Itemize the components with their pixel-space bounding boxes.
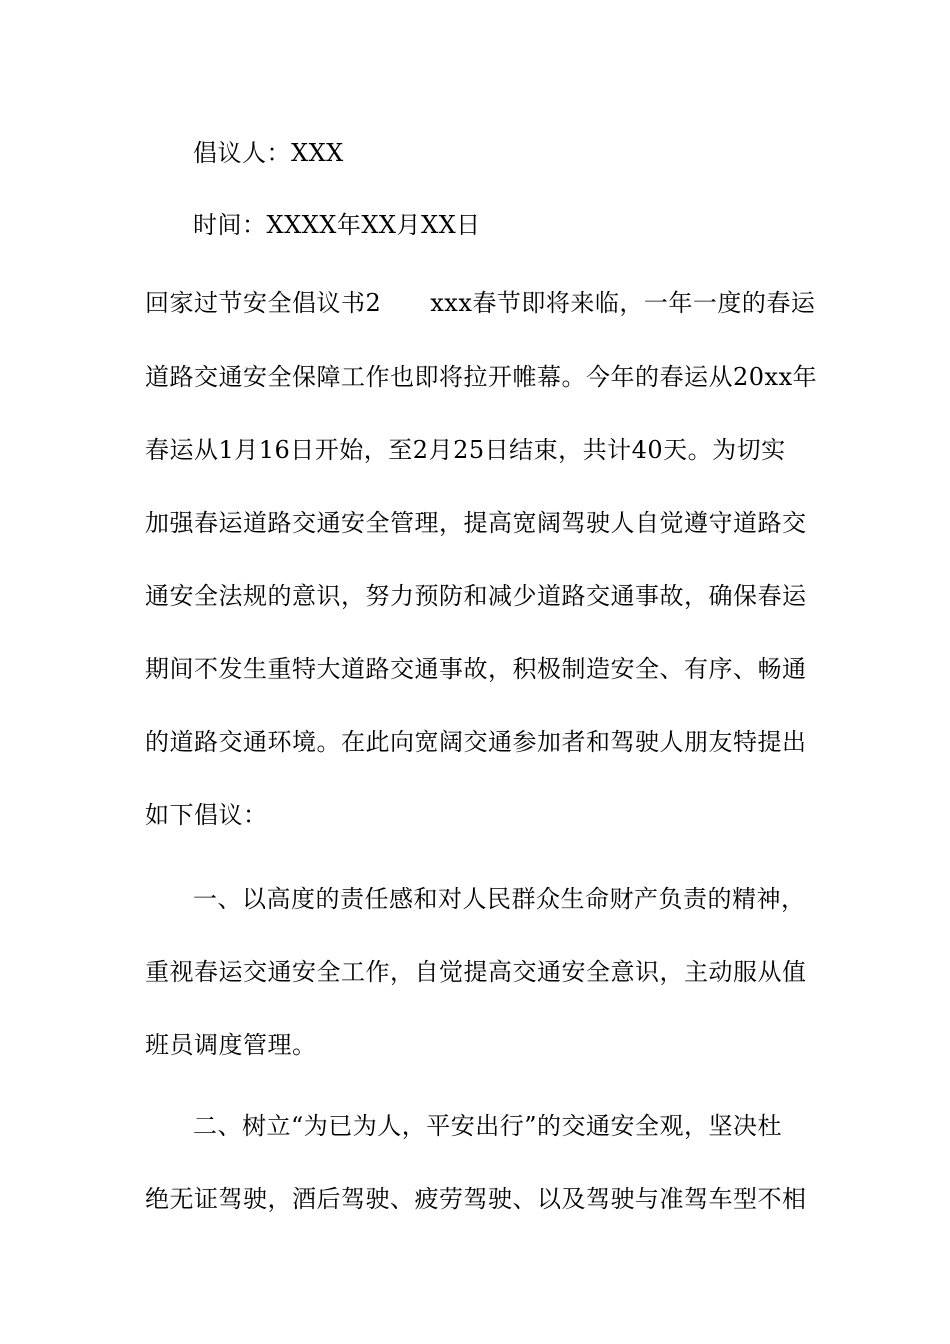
body-line: 春运从1月16日开始，至2月25日结束，共计40天。为切实	[145, 436, 786, 464]
body-line: 道路交通安全保障工作也即将拉开帷幕。今年的春运从20xx年	[145, 363, 818, 391]
item-one-line: 班员调度管理。	[145, 1031, 317, 1059]
proposer-line: 倡议人：XXX	[193, 139, 344, 167]
body-line: 回家过节安全倡议书2 xxx春节即将来临，一年一度的春运	[145, 289, 816, 317]
body-line: 通安全法规的意识，努力预防和减少道路交通事故，确保春运	[145, 582, 807, 610]
date-line: 时间：XXXX年XX月XX日	[193, 211, 481, 239]
body-line: 加强春运道路交通安全管理，提高宽阔驾驶人自觉遵守道路交	[145, 509, 807, 537]
item-two-line: 绝无证驾驶，酒后驾驶、疲劳驾驶、以及驾驶与准驾车型不相	[145, 1185, 807, 1213]
body-line: 如下倡议：	[145, 801, 268, 829]
body-line: 的道路交通环境。在此向宽阔交通参加者和驾驶人朋友特提出	[145, 728, 807, 756]
body-line: 期间不发生重特大道路交通事故，积极制造安全、有序、畅通	[145, 655, 807, 683]
item-two-line: 二、树立“为已为人，平安出行”的交通安全观，坚决杜	[193, 1112, 783, 1140]
item-one-line: 一、以高度的责任感和对人民群众生命财产负责的精神，	[193, 885, 806, 913]
item-one-line: 重视春运交通安全工作，自觉提高交通安全意识，主动服从值	[145, 958, 807, 986]
